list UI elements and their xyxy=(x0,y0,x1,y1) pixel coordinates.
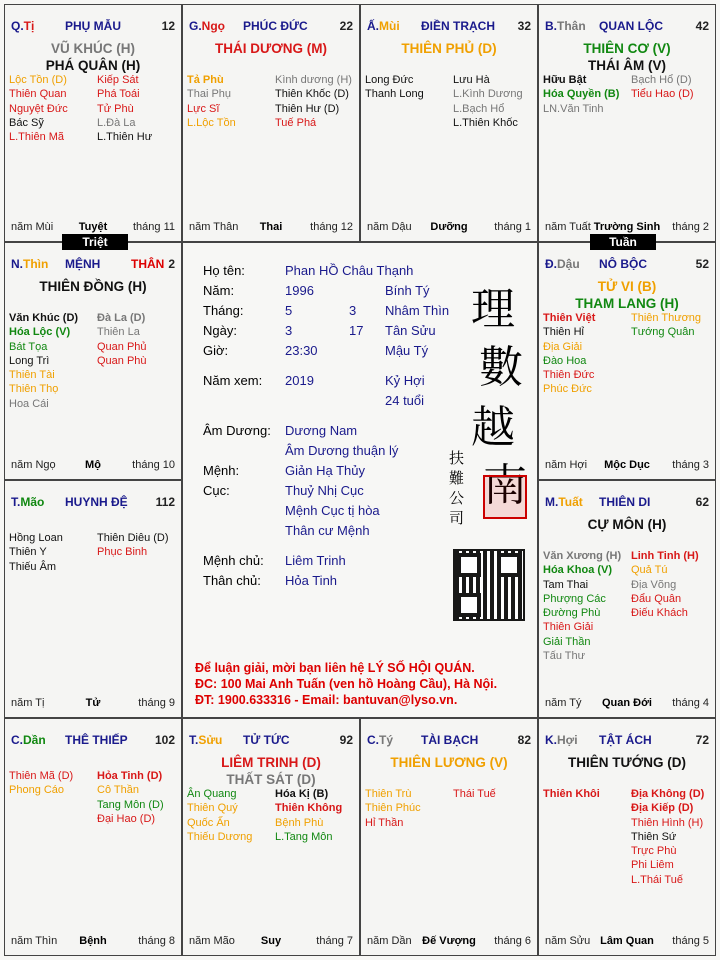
palace-month: tháng 8 xyxy=(138,935,175,947)
major-star: THIÊN LƯƠNG (V) xyxy=(390,755,508,770)
qr-code[interactable] xyxy=(453,549,525,621)
minor-star: Bát Tọa xyxy=(9,340,48,353)
star-column-right xyxy=(97,311,147,368)
palace-can-chi xyxy=(189,19,225,33)
minor-star: Bệnh Phù xyxy=(275,816,324,829)
palace-name: TỬ TỨC xyxy=(243,733,290,747)
minor-star: Phi Liêm xyxy=(631,859,674,872)
star-column-left xyxy=(9,311,78,411)
minor-star: Thái Tuế xyxy=(453,788,496,800)
cuc-value: Thuỷ Nhị Cục xyxy=(285,483,364,498)
seal-char-3: 越 xyxy=(471,402,515,453)
minor-star: Văn Khúc (D) xyxy=(9,312,79,324)
minor-star: Tả Phù xyxy=(187,74,224,86)
than-chu-value: Hỏa Tinh xyxy=(285,573,338,588)
year-can-chi: Bính Tý xyxy=(385,283,430,298)
palace-can: G. xyxy=(189,19,202,33)
star-column-left xyxy=(187,787,252,844)
minor-star: Thiên Hình (H) xyxy=(631,816,704,829)
star-column-right xyxy=(631,73,694,102)
seal-small-1: 扶 xyxy=(449,449,465,467)
palace-number: 32 xyxy=(517,19,531,33)
minor-star: Tấu Thư xyxy=(543,650,586,663)
palace-name: PHỤ MẪU xyxy=(65,19,121,33)
minor-star: Hữu Bật xyxy=(543,74,587,86)
palace-month: tháng 5 xyxy=(672,935,709,947)
star-column-right xyxy=(453,787,496,801)
palace-dau xyxy=(538,242,716,480)
palace-chi: Sửu xyxy=(198,733,223,747)
minor-star: L.Thái Tuế xyxy=(631,873,683,886)
palace-life-stage: Bệnh xyxy=(79,935,107,947)
palace-number: 62 xyxy=(695,495,709,509)
palace-life-stage: Trường Sinh xyxy=(593,221,661,233)
menh-chu-value: Liêm Trinh xyxy=(285,553,346,568)
star-column-right xyxy=(275,787,342,844)
palace-suu xyxy=(182,718,360,956)
palace-can: C. xyxy=(11,733,23,747)
center-info-panel xyxy=(182,242,538,718)
than-chu-label: Thân chủ: xyxy=(203,573,261,588)
palace-chi: Mão xyxy=(20,495,45,509)
minor-star: Tiểu Hao (D) xyxy=(631,88,694,101)
palace-chi: Dậu xyxy=(557,257,580,271)
palace-number: 22 xyxy=(339,19,353,33)
seal-small-4: 司 xyxy=(449,509,465,527)
palace-number: 2 xyxy=(168,257,175,271)
cuc-note: Mệnh Cục tị hòa xyxy=(285,503,380,518)
contact-line-1: Để luận giải, mời bạn liên hệ LÝ SỐ HỘI QUÁN. xyxy=(195,661,475,675)
minor-star: Thiên Thương xyxy=(631,312,702,324)
minor-star: Tướng Quân xyxy=(631,326,695,339)
minor-star: Quan Phủ xyxy=(97,340,147,353)
minor-star: Lộc Tồn (D) xyxy=(9,74,67,86)
minor-star: Hóa Lộc (V) xyxy=(9,326,71,339)
seal-small-3: 公 xyxy=(449,489,465,507)
minor-star: Đường Phù xyxy=(543,607,601,620)
palace-number: 12 xyxy=(161,19,175,33)
minor-star: Hóa Khoa (V) xyxy=(543,564,613,577)
minor-star: Phong Cáo xyxy=(9,784,65,797)
menh-chu-label: Mệnh chủ: xyxy=(203,553,264,568)
palace-year: năm Thìn xyxy=(11,935,58,947)
palace-name: NÔ BỘC xyxy=(599,257,647,271)
star-column-left xyxy=(543,787,600,801)
palace-ty xyxy=(4,4,182,242)
minor-star: Thai Phụ xyxy=(187,88,232,101)
menh-label: Mệnh: xyxy=(203,463,240,478)
minor-star: Linh Tinh (H) xyxy=(631,550,699,562)
palace-name: TÀI BẠCH xyxy=(421,733,479,747)
palace-month: tháng 2 xyxy=(672,221,709,233)
palace-can: Đ. xyxy=(545,257,557,271)
minor-star: Long Đức xyxy=(365,74,414,86)
minor-star: Long Trì xyxy=(9,354,50,367)
palace-name: PHÚC ĐỨC xyxy=(243,19,308,33)
minor-star: Địa Võng xyxy=(631,578,677,591)
minor-star: Thiên Thọ xyxy=(9,383,59,396)
palace-life-stage: Thai xyxy=(259,221,283,233)
minor-star: Thanh Long xyxy=(365,88,424,101)
palace-can-chi xyxy=(189,733,222,747)
palace-life-stage: Tử xyxy=(85,697,101,709)
palace-chi: Mùi xyxy=(379,19,400,33)
minor-star: Hỉ Thần xyxy=(365,816,404,829)
palace-number: 42 xyxy=(695,19,709,33)
minor-star: Phượng Các xyxy=(543,592,606,605)
am-duong-label: Âm Dương: xyxy=(203,423,271,438)
palace-number: 102 xyxy=(154,733,175,747)
major-star: THIÊN TƯỚNG (D) xyxy=(568,755,686,770)
palace-can-chi xyxy=(545,495,583,509)
contact-address: ĐC: 100 Mai Anh Tuấn (ven hồ Hoàng Cầu), Hà Nội. xyxy=(195,677,498,691)
palace-can-chi xyxy=(11,257,48,271)
minor-star: L.Bạch Hổ xyxy=(453,102,505,115)
palace-number: 112 xyxy=(155,495,175,509)
minor-star: Tuế Phá xyxy=(275,116,317,129)
seal-char-4: 南 xyxy=(483,460,527,511)
minor-star: Giải Thần xyxy=(543,635,591,648)
star-column-left xyxy=(365,787,421,830)
minor-star: Đà La (D) xyxy=(97,312,146,324)
palace-year: năm Ngọ xyxy=(11,459,56,471)
palace-year: năm Tuất xyxy=(545,221,591,233)
month-lunar: 3 xyxy=(349,303,357,318)
palace-year: năm Mùi xyxy=(11,221,54,233)
major-star: CỰ MÔN (H) xyxy=(587,517,667,532)
palace-life-stage: Quan Đới xyxy=(602,697,652,709)
palace-tuat xyxy=(538,480,716,718)
view-year-value: 2019 xyxy=(285,373,314,388)
seal-small-2: 難 xyxy=(449,469,465,487)
minor-star: Thiên Diêu (D) xyxy=(97,532,169,544)
major-star: THIÊN ĐỒNG (H) xyxy=(39,279,147,294)
palace-can: Q. xyxy=(11,19,24,33)
minor-star: Quả Tú xyxy=(631,564,668,577)
minor-star: Văn Xương (H) xyxy=(543,550,622,562)
day-label: Ngày: xyxy=(203,323,237,338)
palace-name: ĐIỀN TRẠCH xyxy=(421,19,495,33)
menh-value: Giản Hạ Thủy xyxy=(285,463,365,478)
minor-star: Phúc Đức xyxy=(543,383,592,396)
minor-star: Hồng Loan xyxy=(9,532,63,544)
major-star: THÁI DƯƠNG (M) xyxy=(215,41,327,56)
palace-can-chi xyxy=(545,257,580,271)
cuc-label: Cục: xyxy=(203,483,230,498)
tuan-tag: Tuần xyxy=(590,234,656,250)
minor-star: Hóa Quyền (B) xyxy=(543,88,620,101)
palace-month: tháng 7 xyxy=(316,935,353,947)
major-star: TỬ VI (B) xyxy=(597,279,657,294)
palace-name: THÊ THIẾP xyxy=(65,733,128,747)
minor-star: L.Thiên Khốc xyxy=(453,116,518,129)
palace-can-chi xyxy=(367,733,393,747)
star-column-left xyxy=(543,73,619,116)
seal-char-2: 數 xyxy=(479,342,523,393)
palace-year: năm Thân xyxy=(189,221,239,233)
minor-star: Thiếu Dương xyxy=(187,830,253,843)
day-solar: 3 xyxy=(285,323,293,338)
minor-star: Thiên Hư (D) xyxy=(275,102,340,115)
palace-month: tháng 10 xyxy=(132,459,175,471)
minor-star: Tang Môn (D) xyxy=(97,798,164,811)
name-value: Phan HỒ Châu Thạnh xyxy=(285,263,414,278)
minor-star: Thiên Quan xyxy=(9,88,67,101)
palace-life-stage: Dưỡng xyxy=(430,221,468,233)
minor-star: Thiên Mã (D) xyxy=(9,770,74,782)
star-column-right xyxy=(97,531,169,560)
minor-star: Đào Hoa xyxy=(543,354,587,367)
minor-star: Thiên Không xyxy=(275,802,343,815)
star-column-left xyxy=(543,311,595,397)
palace-can: N. xyxy=(11,257,23,271)
minor-star: Trực Phù xyxy=(631,845,677,858)
minor-star: Thiên Y xyxy=(9,546,47,559)
palace-life-stage: Tuyệt xyxy=(78,221,108,233)
minor-star: Kình dương (H) xyxy=(275,74,352,86)
palace-month: tháng 12 xyxy=(310,221,353,233)
palace-can-chi xyxy=(545,19,586,33)
minor-star: Thiên Khôi xyxy=(543,788,600,800)
day-lunar: 17 xyxy=(349,323,364,338)
minor-star: Tam Thai xyxy=(543,578,589,591)
star-column-right xyxy=(97,73,152,144)
palace-ngo xyxy=(182,4,360,242)
palace-mao xyxy=(4,480,182,718)
minor-star: Hoa Cái xyxy=(9,397,49,410)
minor-star: Thiên Quý xyxy=(187,802,238,815)
minor-star: Điếu Khách xyxy=(631,607,688,620)
minor-star: Thiên Tài xyxy=(9,369,55,382)
minor-star: LN.Văn Tinh xyxy=(543,102,604,115)
minor-star: Thiên Việt xyxy=(543,312,596,324)
minor-star: Quốc Ấn xyxy=(187,816,230,829)
minor-star: Quan Phù xyxy=(97,354,147,367)
palace-year: năm Dậu xyxy=(367,221,412,233)
minor-star: Thiếu Âm xyxy=(9,560,57,573)
palace-chi: Thân xyxy=(557,19,586,33)
palace-year: năm Tị xyxy=(11,697,45,709)
minor-star: Thiên Giải xyxy=(543,621,594,634)
palace-can-chi xyxy=(545,733,578,747)
palace-chi: Hợi xyxy=(557,733,578,747)
minor-star: Bác Sỹ xyxy=(9,116,44,129)
palace-life-stage: Suy xyxy=(260,935,282,947)
palace-name: TẬT ÁCH xyxy=(599,733,652,747)
name-label: Họ tên: xyxy=(203,263,245,278)
palace-can: Ấ. xyxy=(367,19,379,33)
palace-than xyxy=(538,4,716,242)
hour-value: 23:30 xyxy=(285,343,318,358)
day-can-chi: Tân Sửu xyxy=(385,323,436,338)
triet-tag: Triệt xyxy=(62,234,128,250)
star-column-left xyxy=(543,549,621,663)
palace-life-stage: Mộc Dục xyxy=(604,459,650,471)
hour-can-chi: Mậu Tý xyxy=(385,343,429,358)
major-star: LIÊM TRINH (D) xyxy=(221,755,321,770)
seal-char-1: 理 xyxy=(471,284,515,335)
star-column-left xyxy=(365,73,424,102)
palace-month: tháng 4 xyxy=(672,697,709,709)
minor-star: L.Tang Môn xyxy=(275,830,333,843)
palace-life-stage: Lâm Quan xyxy=(600,935,654,947)
minor-star: Thiên Phúc xyxy=(365,802,421,815)
minor-star: Đại Hao (D) xyxy=(97,812,156,825)
palace-chi: Thìn xyxy=(23,257,49,271)
minor-star: Địa Không (D) xyxy=(631,788,705,800)
palace-can-chi xyxy=(11,495,44,509)
palace-month: tháng 3 xyxy=(672,459,709,471)
palace-name: HUYNH ĐỆ xyxy=(65,495,128,509)
palace-can-chi xyxy=(11,19,34,33)
star-column-right xyxy=(453,73,523,130)
palace-year: năm Sửu xyxy=(545,935,591,947)
palace-month: tháng 9 xyxy=(138,697,175,709)
year-label: Năm: xyxy=(203,283,235,298)
minor-star: L.Lộc Tồn xyxy=(187,116,236,129)
palace-thin xyxy=(4,242,182,480)
star-column-right xyxy=(631,311,701,340)
palace-year: năm Hợi xyxy=(545,459,588,471)
year-value: 1996 xyxy=(285,283,314,298)
minor-star: L.Đà La xyxy=(97,116,136,129)
palace-can-chi xyxy=(11,733,46,747)
major-star: THAM LANG (H) xyxy=(575,296,679,311)
palace-number: 82 xyxy=(517,733,531,747)
month-can-chi: Nhâm Thìn xyxy=(385,303,450,318)
minor-star: Hóa Kị (B) xyxy=(275,788,329,800)
palace-month: tháng 6 xyxy=(494,935,531,947)
contact-phone-email[interactable]: ĐT: 1900.633316 - Email: bantuvan@lyso.vn. xyxy=(195,693,458,707)
minor-star: Thiên Khốc (D) xyxy=(275,88,349,101)
minor-star: L.Kình Dương xyxy=(453,88,523,101)
palace-ty2 xyxy=(360,718,538,956)
month-solar: 5 xyxy=(285,303,293,318)
minor-star: Đẩu Quân xyxy=(631,592,682,605)
palace-month: tháng 1 xyxy=(494,221,531,233)
palace-hoi xyxy=(538,718,716,956)
minor-star: Địa Kiếp (D) xyxy=(631,802,694,815)
palace-name: THIÊN DI xyxy=(599,495,651,509)
palace-can: K. xyxy=(545,733,557,747)
palace-chi: Dần xyxy=(23,733,46,747)
am-duong-value: Dương Nam xyxy=(285,423,358,438)
minor-star: L.Thiên Hư xyxy=(97,131,153,144)
minor-star: Tử Phù xyxy=(97,102,134,115)
palace-life-stage: Đế Vượng xyxy=(422,935,476,947)
than-marker: THÂN xyxy=(131,257,165,271)
palace-life-stage: Mộ xyxy=(85,459,101,471)
palace-mui xyxy=(360,4,538,242)
palace-number: 92 xyxy=(339,733,353,747)
palace-chi: Ngọ xyxy=(201,19,225,33)
minor-star: Thiên La xyxy=(97,326,140,339)
view-year-label: Năm xem: xyxy=(203,373,263,388)
red-stamp xyxy=(483,475,527,519)
star-column-right xyxy=(97,769,164,826)
palace-can: T. xyxy=(189,733,199,747)
am-duong-note: Âm Dương thuận lý xyxy=(285,443,399,458)
hour-label: Giờ: xyxy=(203,343,229,358)
palace-month: tháng 11 xyxy=(132,221,175,233)
palace-year: năm Mão xyxy=(189,935,235,947)
than-cu-note: Thân cư Mệnh xyxy=(285,523,370,538)
star-column-right xyxy=(275,73,352,130)
minor-star: Thiên Sứ xyxy=(631,830,677,843)
minor-star: Kiếp Sát xyxy=(97,74,139,86)
minor-star: Ân Quang xyxy=(187,788,237,800)
star-column-left xyxy=(9,73,68,144)
minor-star: Thiên Đức xyxy=(543,369,595,382)
age-value: 24 tuổi xyxy=(385,393,425,408)
palace-chi: Tị xyxy=(23,19,35,33)
palace-number: 52 xyxy=(695,257,709,271)
minor-star: Hỏa Tinh (D) xyxy=(97,770,163,782)
palace-number: 72 xyxy=(695,733,709,747)
palace-year: năm Dần xyxy=(367,935,412,947)
major-star: VŨ KHÚC (H) xyxy=(51,41,135,56)
major-star: THIÊN CƠ (V) xyxy=(583,41,671,56)
palace-can: M. xyxy=(545,495,559,509)
minor-star: Lực Sĩ xyxy=(187,102,220,115)
star-column-left xyxy=(9,531,63,574)
palace-can: T. xyxy=(11,495,21,509)
minor-star: Thiên Hỉ xyxy=(543,326,584,339)
minor-star: Phá Toái xyxy=(97,88,140,101)
palace-chi: Tý xyxy=(379,733,394,747)
palace-name: MỆNH xyxy=(65,257,101,271)
star-column-left xyxy=(9,769,73,798)
palace-dan xyxy=(4,718,182,956)
minor-star: Lưu Hà xyxy=(453,74,490,86)
star-column-left xyxy=(187,73,236,130)
minor-star: Nguyệt Đức xyxy=(9,102,68,115)
month-label: Tháng: xyxy=(203,303,244,318)
view-year-can-chi: Kỷ Hợi xyxy=(385,373,425,388)
star-column-right xyxy=(631,549,699,620)
minor-star: Cô Thần xyxy=(97,784,139,797)
minor-star: Thiên Trù xyxy=(365,788,412,800)
palace-name: QUAN LỘC xyxy=(599,19,663,33)
palace-can-chi xyxy=(367,19,400,33)
minor-star: L.Thiên Mã xyxy=(9,131,65,144)
palace-can: B. xyxy=(545,19,557,33)
star-column-right xyxy=(631,787,704,887)
palace-chi: Tuất xyxy=(558,495,583,509)
major-star: THẤT SÁT (D) xyxy=(226,772,316,787)
major-star: THÁI ÂM (V) xyxy=(588,58,666,73)
minor-star: Phục Binh xyxy=(97,546,148,559)
minor-star: Địa Giải xyxy=(543,340,583,353)
minor-star: Bạch Hổ (D) xyxy=(631,74,692,86)
palace-year: năm Tý xyxy=(545,697,582,709)
major-star: PHÁ QUÂN (H) xyxy=(45,58,141,73)
major-star: THIÊN PHỦ (D) xyxy=(401,41,497,56)
palace-can: C. xyxy=(367,733,379,747)
